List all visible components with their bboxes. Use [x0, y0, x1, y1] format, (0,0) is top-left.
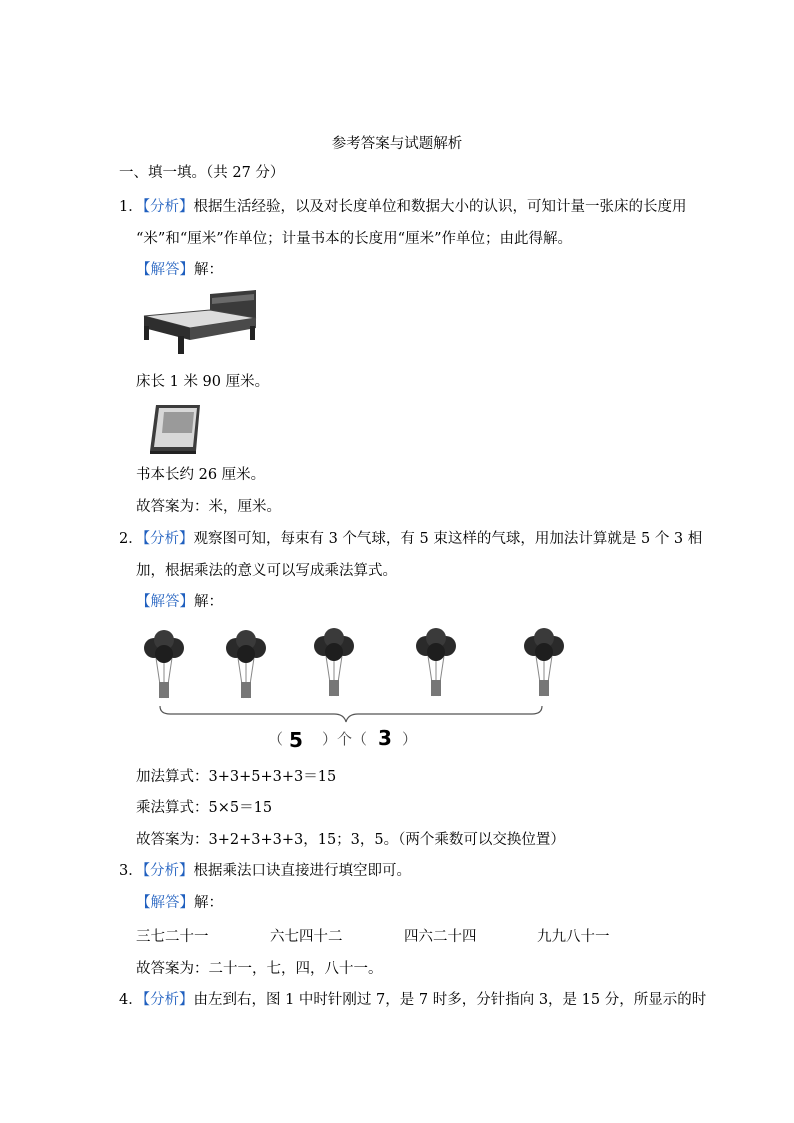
q3-analysis-line1 [119, 861, 411, 881]
paren-mid: ）个（ [322, 730, 368, 748]
q1-answer-tag: 【解答】 [136, 262, 194, 278]
book-caption: 书本长约 26 厘米。 [136, 467, 266, 483]
paren-close: ） [402, 730, 418, 748]
q1-analysis-text: 根据生活经验，以及对长度单位和数据大小的认识，可知计量一张床的长度用 [193, 199, 687, 215]
q4-analysis-text: 由左到右，图 1 中时针刚过 7，是 7 时多，分针指向 3，是 15 分，所显示的时 [193, 992, 707, 1008]
q3-item: 三七二十一 [136, 929, 209, 945]
q2-answer-tag: 【解答】 [136, 594, 194, 610]
q1-analysis-line2: “米”和“厘米”作单位；计量书本的长度用“厘米”作单位；由此得解。 [136, 231, 572, 247]
curly-brace [160, 706, 542, 722]
q4-number: 4． [119, 992, 143, 1008]
q1-analysis-line1 [119, 197, 686, 217]
q3-final-answer: 故答案为：二十一，七，四，八十一。 [136, 961, 383, 977]
q3-analysis-text: 根据乘法口诀直接进行填空即可。 [193, 863, 411, 879]
addition-expression: 加法算式：3+3+5+3+3＝15 [136, 769, 337, 785]
paren-open: （ [268, 730, 284, 748]
balloons-per-bunch: 3 [378, 726, 392, 750]
q2-analysis-text: 观察图可知，每束有 3 个气球，有 5 束这样的气球，用加法计算就是 5 个 3 相 [193, 531, 703, 547]
bunch-count: 5 [289, 728, 303, 752]
q1-number: 1． [119, 199, 143, 215]
page-title: 参考答案与试题解析 [331, 136, 463, 152]
q1-answer-header [136, 260, 223, 280]
q1-final-answer: 故答案为：米，厘米。 [136, 499, 281, 515]
q1-answer-head: 解： [194, 262, 223, 278]
q4-analysis-line1 [119, 990, 706, 1010]
q3-answer-head: 解： [194, 895, 223, 911]
q2-number: 2． [119, 531, 143, 547]
q2-analysis-tag: 【分析】 [142, 531, 194, 547]
q3-analysis-tag: 【分析】 [142, 863, 194, 879]
q2-final-answer: 故答案为：3+2+3+3+3，15；3，5。（两个乘数可以交换位置） [136, 832, 565, 848]
q3-item: 四六二十四 [404, 929, 477, 945]
balloon-bunch [416, 628, 456, 696]
book-image [146, 403, 204, 455]
bed-caption: 床长 1 米 90 厘米。 [136, 374, 270, 390]
bed-image [138, 288, 260, 356]
balloon-bunch [314, 628, 354, 696]
balloon-bunch [524, 628, 564, 696]
q2-answer-head: 解： [194, 594, 223, 610]
balloon-figure [136, 622, 576, 724]
q3-number: 3． [119, 863, 143, 879]
q3-answer-header [136, 893, 223, 913]
q4-analysis-tag: 【分析】 [142, 992, 194, 1008]
q3-item: 六七四十二 [270, 929, 343, 945]
multiplication-expression: 乘法算式：5×5＝15 [136, 800, 273, 816]
balloon-bunch [226, 630, 266, 698]
section-heading: 一、填一填。（共 27 分） [119, 165, 285, 181]
q1-analysis-tag: 【分析】 [142, 199, 194, 215]
q2-analysis-line2: 加，根据乘法的意义可以写成乘法算式。 [136, 563, 397, 579]
q2-answer-header [136, 592, 223, 612]
q3-item: 九九八十一 [537, 929, 610, 945]
q2-analysis-line1 [119, 529, 702, 549]
q3-answer-tag: 【解答】 [136, 895, 194, 911]
balloon-bunch [144, 630, 184, 698]
